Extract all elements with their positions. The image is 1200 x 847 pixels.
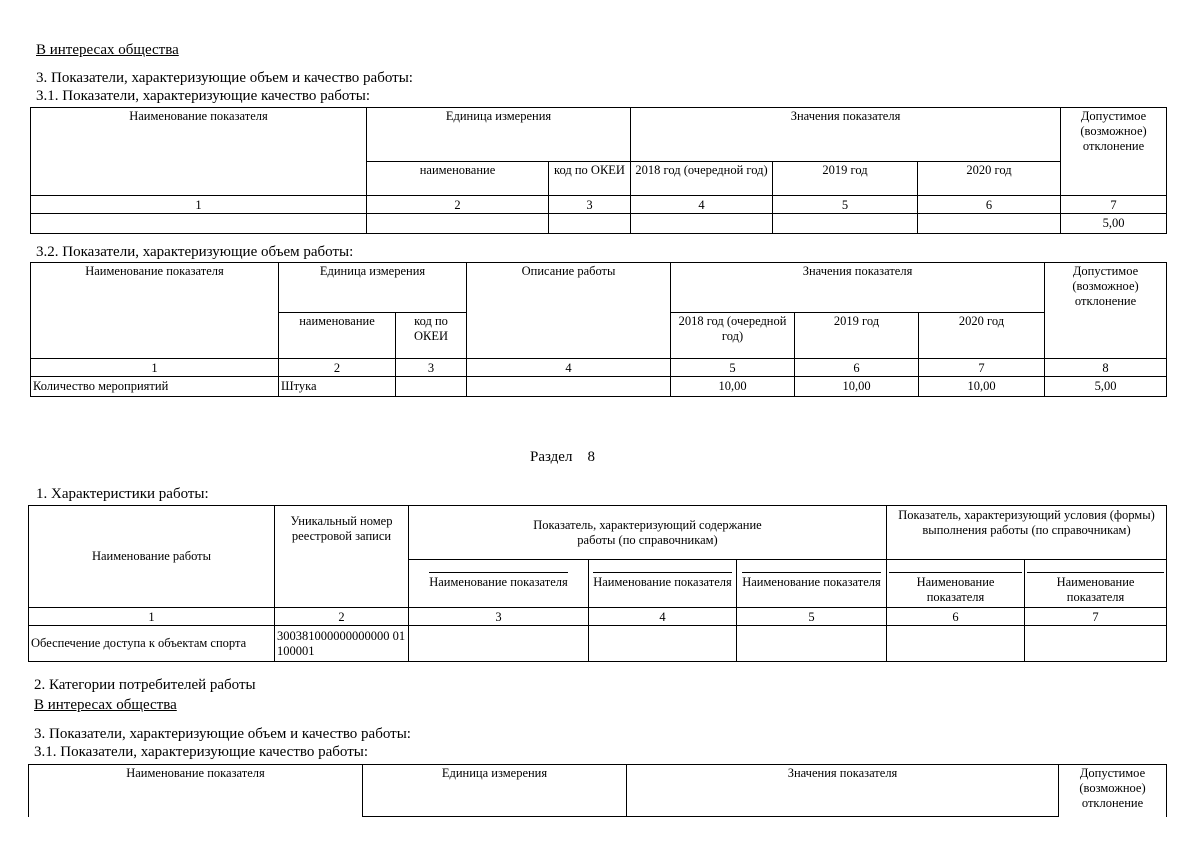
col-unit-name: наименование	[367, 162, 549, 196]
value-2018-cell: 10,00	[671, 377, 795, 397]
characteristics-table	[28, 505, 1167, 662]
col-number: 7	[1025, 608, 1167, 626]
col-unit-name: наименование	[279, 313, 396, 359]
col-number: 4	[589, 608, 737, 626]
volume-table	[30, 262, 1167, 397]
col-number: 2	[279, 359, 396, 377]
table-cell	[396, 377, 467, 397]
sub-indicator-name: Наименование показателя	[887, 560, 1025, 608]
col-2018: 2018 год (очередной год)	[631, 162, 773, 196]
table-cell	[1025, 626, 1167, 662]
col-deviation: Допустимое (возможное) отклонение	[1061, 108, 1167, 196]
col-number: 1	[31, 359, 279, 377]
deviation-value: 5,00	[1061, 214, 1167, 234]
col-indicator-name: Наименование показателя	[29, 765, 363, 817]
col-2018: 2018 год (очередной год)	[671, 313, 795, 359]
table-cell	[887, 626, 1025, 662]
col-2020: 2020 год	[918, 162, 1061, 196]
col-number: 6	[795, 359, 919, 377]
col-indicator-name: Наименование показателя	[31, 108, 367, 196]
quality-table-partial	[28, 764, 1167, 817]
section-heading-3-2: 3.2. Показатели, характеризующие объем работы:	[36, 244, 354, 260]
consumer-categories-heading: 2. Категории потребителей работы	[34, 677, 256, 693]
col-content-indicator: Показатель, характеризующий содержание работы (по справочникам)	[409, 506, 887, 560]
col-2019: 2019 год	[773, 162, 918, 196]
section-heading-3-1: 3.1. Показатели, характеризующие качество работы:	[36, 88, 370, 104]
col-number: 5	[671, 359, 795, 377]
table-cell	[737, 626, 887, 662]
col-number: 3	[396, 359, 467, 377]
col-work-name: Наименование работы	[29, 506, 275, 608]
unit-name-cell: Штука	[279, 377, 396, 397]
col-number: 2	[367, 196, 549, 214]
table-cell	[367, 214, 549, 234]
section-number: 8	[587, 449, 595, 465]
chars-heading: 1. Характеристики работы:	[36, 486, 209, 502]
table-cell	[467, 377, 671, 397]
col-work-description: Описание работы	[467, 263, 671, 359]
work-name-cell: Обеспечение доступа к объектам спорта	[29, 626, 275, 662]
col-registry-number: Уникальный номер реестровой записи	[275, 506, 409, 608]
sub-indicator-name: Наименование показателя	[589, 560, 737, 608]
col-values: Значения показателя	[627, 765, 1059, 817]
col-number: 6	[918, 196, 1061, 214]
section-heading-3: 3. Показатели, характеризующие объем и качество работы:	[34, 726, 411, 742]
col-deviation: Допустимое (возможное) отклонение	[1045, 263, 1167, 359]
col-number: 5	[737, 608, 887, 626]
consumer-category: В интересах общества	[36, 42, 179, 58]
sub-indicator-name: Наименование показателя	[1025, 560, 1167, 608]
col-values: Значения показателя	[671, 263, 1045, 313]
col-2019: 2019 год	[795, 313, 919, 359]
table-cell	[773, 214, 918, 234]
col-number: 7	[919, 359, 1045, 377]
col-number: 2	[275, 608, 409, 626]
col-unit: Единица измерения	[279, 263, 467, 313]
indicator-name-cell: Количество мероприятий	[31, 377, 279, 397]
table-cell	[589, 626, 737, 662]
col-indicator-name: Наименование показателя	[31, 263, 279, 359]
col-deviation: Допустимое (возможное) отклонение	[1059, 765, 1167, 817]
col-number: 1	[31, 196, 367, 214]
value-2020-cell: 10,00	[919, 377, 1045, 397]
deviation-value: 5,00	[1045, 377, 1167, 397]
col-number: 4	[631, 196, 773, 214]
col-unit-code: код по ОКЕИ	[549, 162, 631, 196]
quality-table	[30, 107, 1167, 234]
col-number: 5	[773, 196, 918, 214]
col-unit: Единица измерения	[363, 765, 627, 817]
col-unit-code: код по ОКЕИ	[396, 313, 467, 359]
col-number: 6	[887, 608, 1025, 626]
table-cell	[31, 214, 367, 234]
section-label	[530, 449, 595, 466]
table-cell	[549, 214, 631, 234]
registry-number-cell: 300381000000000000 01100001	[275, 626, 409, 662]
sub-indicator-name: Наименование показателя	[737, 560, 887, 608]
section-heading-3: 3. Показатели, характеризующие объем и качество работы:	[36, 70, 413, 86]
section-heading-3-1: 3.1. Показатели, характеризующие качество работы:	[34, 744, 368, 760]
col-number: 8	[1045, 359, 1167, 377]
col-condition-indicator: Показатель, характеризующий условия (формы) выполнения работы (по справочникам)	[887, 506, 1167, 560]
sub-indicator-name: Наименование показателя	[409, 560, 589, 608]
table-cell	[631, 214, 773, 234]
table-cell	[409, 626, 589, 662]
col-2020: 2020 год	[919, 313, 1045, 359]
col-number: 4	[467, 359, 671, 377]
col-unit: Единица измерения	[367, 108, 631, 162]
col-values: Значения показателя	[631, 108, 1061, 162]
col-number: 3	[409, 608, 589, 626]
value-2019-cell: 10,00	[795, 377, 919, 397]
table-cell	[918, 214, 1061, 234]
col-number: 3	[549, 196, 631, 214]
section-word: Раздел	[530, 449, 573, 465]
col-number: 1	[29, 608, 275, 626]
consumer-category: В интересах общества	[34, 697, 177, 713]
col-number: 7	[1061, 196, 1167, 214]
